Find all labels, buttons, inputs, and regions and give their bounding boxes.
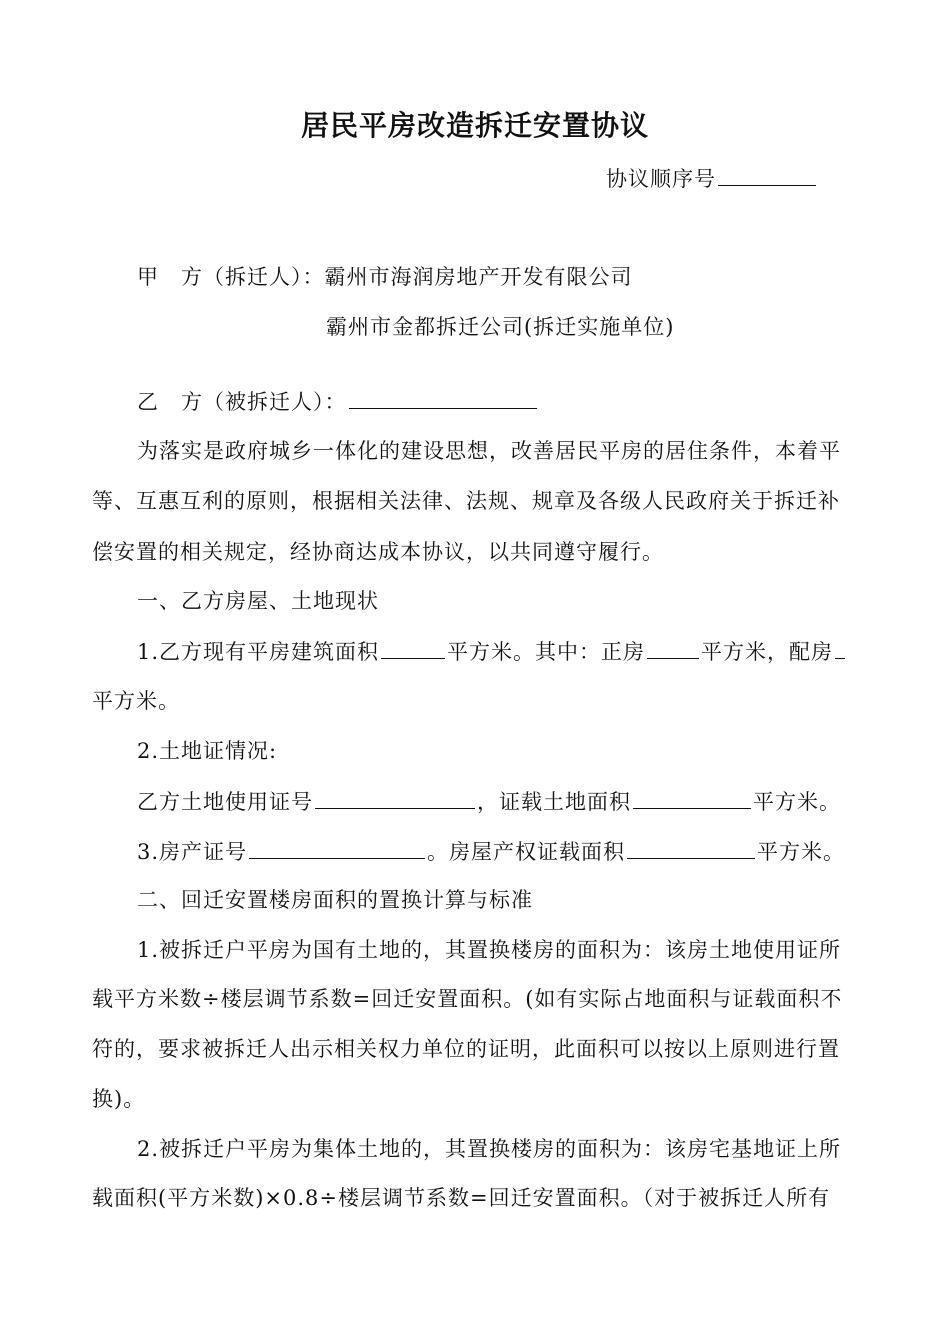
- section2-item1-line: 1.被拆迁户平房为国有土地的，其置换楼房的面积为：该房土地使用证所: [137, 938, 842, 962]
- section2-item2-line: 2.被拆迁户平房为集体土地的，其置换楼房的面积为：该房宅基地证上所: [137, 1137, 842, 1161]
- property-cert-line: [137, 836, 845, 867]
- property-area-blank[interactable]: [627, 836, 755, 859]
- preamble-line: 等、互惠互利的原则，根据相关法律、法规、规章及各级人民政府关于拆迁补: [92, 489, 840, 513]
- section2-item1-line: 载平方米数÷楼层调节系数=回迁安置面积。(如有实际占地面积与证载面积不: [92, 987, 843, 1011]
- land-cert-number-blank[interactable]: [315, 786, 475, 809]
- property-cert-number-blank[interactable]: [249, 836, 425, 859]
- item1-text: 1.乙方现有平房建筑面积: [137, 640, 380, 664]
- party-b-label: 乙 方（被拆迁人）：: [137, 390, 347, 414]
- section2-item1-line: 换)。: [92, 1087, 146, 1111]
- party-a-line: [137, 262, 633, 292]
- document-title: 居民平房改造拆迁安置协议: [300, 109, 649, 142]
- party-a-name: 霸州市海润房地产开发有限公司: [324, 265, 633, 289]
- section2-item1-line: 符的，要求被拆迁人出示相关权力单位的证明，此面积可以按以上原则进行置: [92, 1037, 840, 1061]
- party-a-name2: 霸州市金都拆迁公司(拆迁实施单位): [326, 315, 675, 339]
- land-cert-text: 平方米。: [753, 790, 841, 814]
- land-cert-text: ，证载土地面积: [477, 790, 631, 814]
- land-cert-text: 乙方土地使用证号: [137, 790, 313, 814]
- preamble-line: 偿安置的相关规定，经协商达成本协议，以共同遵守履行。: [92, 540, 664, 564]
- item1-line: [137, 636, 847, 667]
- item1-continued: 平方米。: [92, 689, 180, 713]
- serial-label: 协议顺序号: [606, 167, 716, 191]
- section2-item2-line: 载面积(平方米数)×0.8÷楼层调节系数=回迁安置面积。（对于被拆迁人所有: [92, 1186, 831, 1210]
- property-cert-text: 。房屋产权证载面积: [427, 840, 626, 864]
- property-cert-text: 平方米。: [757, 840, 846, 864]
- property-cert-text: 3.房产证号: [137, 840, 248, 864]
- item1-text: 平方米，配房: [701, 640, 834, 664]
- section1-heading: 一、乙方房屋、土地现状: [137, 589, 379, 613]
- section2-heading: 二、回迁安置楼房面积的置换计算与标准: [137, 888, 533, 912]
- preamble-line: 为落实是政府城乡一体化的建设思想，改善居民平房的居住条件，本着平: [137, 439, 841, 463]
- main-room-blank[interactable]: [647, 636, 699, 659]
- item2-heading: 2.土地证情况:: [137, 739, 278, 763]
- serial-number-line: [606, 163, 818, 194]
- building-area-blank[interactable]: [381, 636, 445, 659]
- land-cert-line: [137, 786, 841, 817]
- party-b-line: [137, 386, 539, 417]
- side-room-blank[interactable]: [835, 636, 845, 659]
- serial-number-blank[interactable]: [718, 163, 816, 186]
- party-a-label: 甲 方（拆迁人）：: [137, 265, 325, 289]
- item1-text: 平方米。其中：正房: [447, 640, 646, 664]
- land-area-blank[interactable]: [633, 786, 751, 809]
- party-b-blank[interactable]: [349, 386, 537, 409]
